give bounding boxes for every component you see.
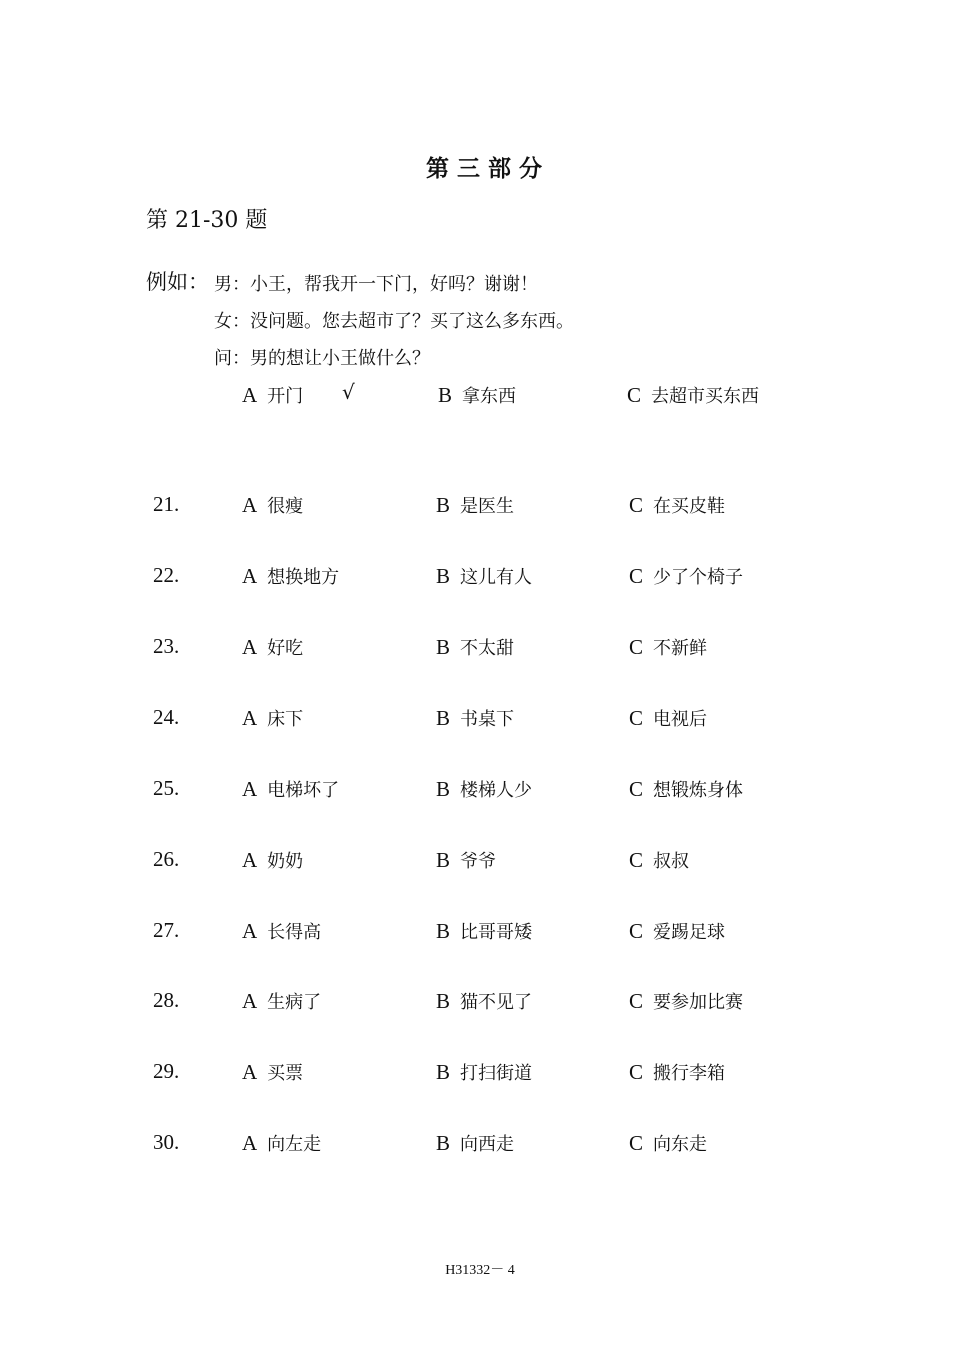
- option-text: 打扫街道: [460, 1063, 533, 1084]
- option-c: [629, 918, 725, 944]
- option-a: [242, 1059, 303, 1085]
- option-a: [242, 705, 303, 731]
- option-text: 这儿有人: [460, 567, 533, 588]
- option-a: [242, 563, 339, 589]
- option-text: 拿东西: [462, 386, 517, 407]
- option-text: 好吃: [267, 638, 304, 659]
- option-text: 长得高: [267, 922, 322, 943]
- example-option-b: [438, 382, 516, 408]
- option-letter: C: [629, 848, 644, 872]
- option-c: [629, 988, 743, 1014]
- option-c: [629, 1130, 707, 1156]
- section-title: 第三部分: [426, 155, 550, 182]
- option-text: 猫不见了: [460, 992, 533, 1013]
- page-footer: H31332－ 4: [445, 1263, 515, 1278]
- option-letter: A: [242, 635, 258, 659]
- option-letter: B: [436, 919, 451, 943]
- option-c: [629, 1059, 725, 1085]
- option-letter: B: [436, 635, 451, 659]
- option-letter: A: [242, 383, 258, 407]
- option-text: 很瘦: [267, 496, 304, 517]
- option-letter: B: [436, 493, 451, 517]
- option-letter: B: [436, 777, 451, 801]
- option-a: [242, 918, 321, 944]
- question-number: 29.: [153, 1059, 180, 1083]
- question-number: 28.: [153, 988, 180, 1012]
- option-b: [436, 1059, 532, 1085]
- question-number: 26.: [153, 847, 180, 871]
- question-number: 23.: [153, 634, 180, 658]
- option-b: [436, 634, 514, 660]
- example-label: 例如：: [146, 270, 209, 294]
- option-letter: C: [629, 706, 644, 730]
- option-letter: A: [242, 777, 258, 801]
- option-text: 向东走: [653, 1134, 708, 1155]
- option-letter: C: [629, 1131, 644, 1155]
- option-text: 去超市买东西: [651, 386, 760, 407]
- option-c: [629, 847, 689, 873]
- option-letter: C: [629, 1060, 644, 1084]
- option-text: 生病了: [267, 992, 322, 1013]
- option-c: [629, 563, 743, 589]
- option-letter: B: [438, 383, 453, 407]
- option-a: [242, 1130, 321, 1156]
- option-b: [436, 492, 514, 518]
- option-letter: A: [242, 706, 258, 730]
- option-letter: A: [242, 919, 258, 943]
- question-number: 24.: [153, 705, 180, 729]
- option-letter: B: [436, 706, 451, 730]
- option-letter: A: [242, 564, 258, 588]
- option-text: 不新鲜: [653, 638, 708, 659]
- question-range-title: 第 21-30 题: [146, 208, 268, 233]
- option-a: [242, 776, 339, 802]
- option-a: [242, 492, 303, 518]
- question-number: 30.: [153, 1130, 180, 1154]
- option-text: 奶奶: [267, 851, 304, 872]
- option-letter: B: [436, 564, 451, 588]
- option-text: 想锻炼身体: [653, 780, 744, 801]
- option-c: [629, 492, 725, 518]
- option-text: 电梯坏了: [267, 780, 340, 801]
- option-b: [436, 918, 532, 944]
- question-number: 22.: [153, 563, 180, 587]
- question-number: 27.: [153, 918, 180, 942]
- option-a: [242, 634, 303, 660]
- dialogue-line-woman: 女：没问题。您去超市了？买了这么多东西。: [214, 311, 574, 332]
- option-b: [436, 1130, 514, 1156]
- option-text: 爱踢足球: [653, 922, 726, 943]
- dialogue-line-man: 男：小王，帮我开一下门，好吗？谢谢！: [214, 274, 538, 295]
- example-option-a: [242, 382, 303, 408]
- option-c: [629, 634, 707, 660]
- option-text: 不太甜: [460, 638, 515, 659]
- option-letter: A: [242, 1131, 258, 1155]
- option-b: [436, 847, 496, 873]
- option-a: [242, 988, 321, 1014]
- check-mark-icon: √: [342, 380, 355, 404]
- option-letter: B: [436, 1060, 451, 1084]
- option-letter: C: [629, 635, 644, 659]
- option-letter: C: [629, 919, 644, 943]
- option-b: [436, 563, 532, 589]
- option-letter: A: [242, 1060, 258, 1084]
- option-b: [436, 705, 514, 731]
- option-text: 少了个椅子: [653, 567, 744, 588]
- option-letter: C: [629, 493, 644, 517]
- option-text: 搬行李箱: [653, 1063, 726, 1084]
- option-text: 床下: [267, 709, 304, 730]
- dialogue-line-question: 问：男的想让小王做什么？: [214, 348, 430, 369]
- option-text: 要参加比赛: [653, 992, 744, 1013]
- option-text: 书桌下: [460, 709, 515, 730]
- option-text: 是医生: [460, 496, 515, 517]
- option-text: 叔叔: [653, 851, 690, 872]
- option-text: 买票: [267, 1063, 304, 1084]
- option-letter: A: [242, 989, 258, 1013]
- option-text: 开门: [267, 386, 304, 407]
- option-letter: A: [242, 493, 258, 517]
- option-b: [436, 988, 532, 1014]
- option-text: 爷爷: [460, 851, 497, 872]
- question-number: 25.: [153, 776, 180, 800]
- option-letter: C: [627, 383, 642, 407]
- option-text: 楼梯人少: [460, 780, 533, 801]
- option-letter: C: [629, 777, 644, 801]
- option-letter: C: [629, 564, 644, 588]
- option-c: [629, 705, 707, 731]
- option-a: [242, 847, 303, 873]
- option-letter: C: [629, 989, 644, 1013]
- option-text: 电视后: [653, 709, 708, 730]
- question-number: 21.: [153, 492, 180, 516]
- option-letter: B: [436, 1131, 451, 1155]
- option-text: 向西走: [460, 1134, 515, 1155]
- option-c: [629, 776, 743, 802]
- option-text: 比哥哥矮: [460, 922, 533, 943]
- option-text: 想换地方: [267, 567, 340, 588]
- option-letter: B: [436, 989, 451, 1013]
- option-text: 在买皮鞋: [653, 496, 726, 517]
- example-option-c: [627, 382, 759, 408]
- option-letter: A: [242, 848, 258, 872]
- option-b: [436, 776, 532, 802]
- option-letter: B: [436, 848, 451, 872]
- option-text: 向左走: [267, 1134, 322, 1155]
